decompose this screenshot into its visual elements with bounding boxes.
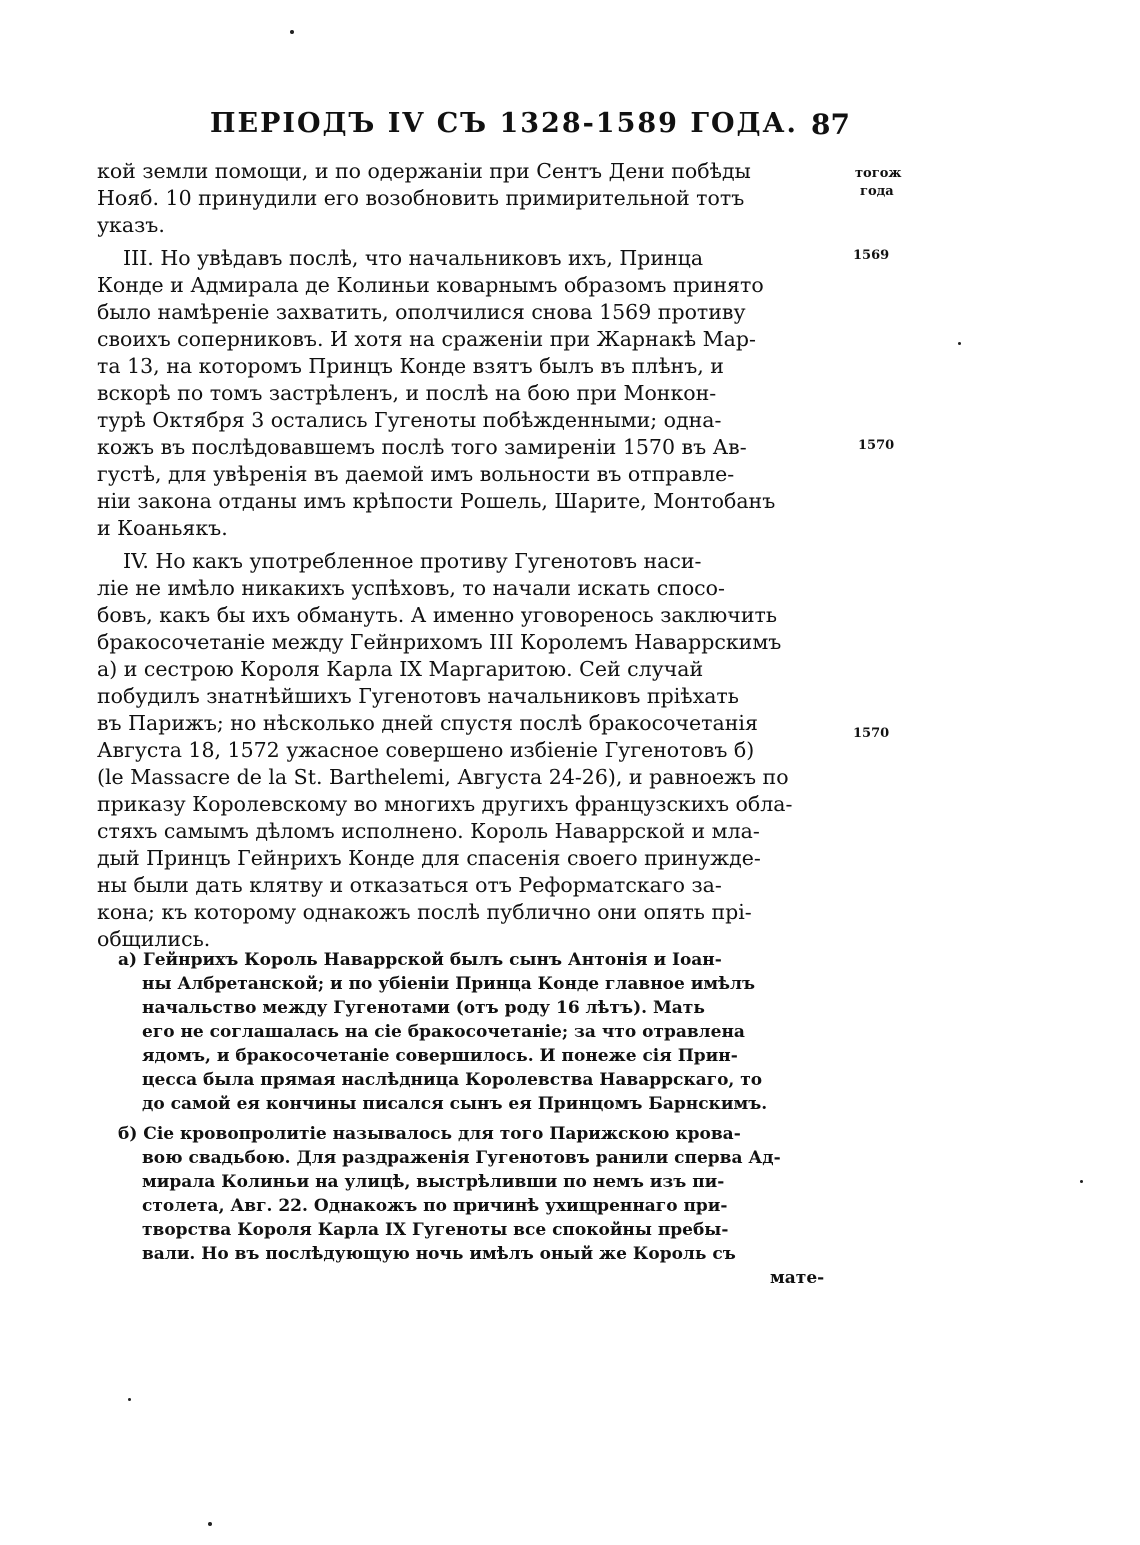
text-line: бракосочетаніе между Гейнрихомъ III Королемъ Наваррскимъ bbox=[97, 630, 782, 654]
margin-note-year-1569: 1569 bbox=[853, 248, 890, 263]
margin-note-year-1570: 1570 bbox=[858, 438, 895, 453]
text-line: кона; къ которому однакожъ послѣ публично они опять прі- bbox=[97, 900, 752, 924]
running-title: ПЕРІОДЪ IV СЪ 1328-1589 ГОДА. bbox=[210, 108, 798, 139]
print-speck bbox=[128, 1398, 131, 1401]
footnote-a-start: а) Гейнрихъ Король Наваррской былъ сынъ Антонія и Іоан- bbox=[118, 950, 722, 970]
text-line: кой земли помощи, и по одержаніи при Сентъ Дени побѣды bbox=[97, 159, 751, 183]
footnote-line: творства Короля Карла IX Гугеноты все спокойны пребы- bbox=[142, 1220, 729, 1240]
text-line: густѣ, для увѣренія въ даемой имъ вольности въ отправле- bbox=[97, 462, 735, 486]
print-speck bbox=[1080, 1180, 1083, 1183]
paragraph-iii-start: III. Но увѣдавъ послѣ, что начальниковъ ихъ, Принца bbox=[123, 246, 704, 270]
footnote-line: ны Албретанской; и по убіеніи Принца Конде главное имѣлъ bbox=[142, 974, 756, 994]
text-line: ліе не имѣло никакихъ успѣховъ, то начали искать спосо- bbox=[97, 576, 725, 600]
text-line: своихъ соперниковъ. И хотя на сраженіи при Жарнакѣ Мар- bbox=[97, 327, 756, 351]
margin-note-year-word: года bbox=[860, 184, 894, 199]
footnote-line: цесса была прямая наслѣдница Королевства Наваррскаго, то bbox=[142, 1070, 763, 1090]
page-header bbox=[210, 108, 850, 148]
text-line: общились. bbox=[97, 927, 211, 951]
text-line: ніи закона отданы имъ крѣпости Рошель, Шарите, Монтобанъ bbox=[97, 489, 776, 513]
text-line: вскорѣ по томъ застрѣленъ, и послѣ на бою при Монкон- bbox=[97, 381, 717, 405]
text-line: дый Принцъ Гейнрихъ Конде для спасенія своего принужде- bbox=[97, 846, 761, 870]
margin-note-year-1572: 1570 bbox=[853, 726, 890, 741]
text-line: указъ. bbox=[97, 213, 165, 237]
print-speck bbox=[208, 1522, 212, 1526]
text-line: Конде и Адмирала де Колиньи коварнымъ образомъ принято bbox=[97, 273, 764, 297]
footnote-line: ядомъ, и бракосочетаніе совершилось. И понеже сія Прин- bbox=[142, 1046, 738, 1066]
footnote-line: мирала Колиньи на улицѣ, выстрѣливши по немъ изъ пи- bbox=[142, 1172, 725, 1192]
footnote-line: его не соглашалась на сіе бракосочетаніе; за что отравлена bbox=[142, 1022, 745, 1042]
main-text bbox=[97, 158, 849, 953]
text-line: стяхъ самымъ дѣломъ исполнено. Король Наваррской и мла- bbox=[97, 819, 760, 843]
print-speck bbox=[290, 30, 294, 34]
text-line: Августа 18, 1572 ужасное совершено избіеніе Гугенотовъ б) bbox=[97, 738, 755, 762]
footnote-line: до самой ея кончины писался сынъ ея Принцомъ Барнскимъ. bbox=[142, 1094, 768, 1114]
paragraph-iv-start: IV. Но какъ употребленное противу Гугенотовъ наси- bbox=[123, 549, 702, 573]
print-speck bbox=[958, 342, 961, 345]
catchword: мате- bbox=[770, 1268, 825, 1288]
text-line: было намѣреніе захватить, ополчилися снова 1569 противу bbox=[97, 300, 746, 324]
text-line: въ Парижъ; но нѣсколько дней спустя послѣ бракосочетанія bbox=[97, 711, 758, 735]
text-line: (le Massacre de la St. Barthelemi, Августа 24-26), и равноежъ по bbox=[97, 765, 789, 789]
footnote-line: вою свадьбою. Для раздраженія Гугенотовъ ранили сперва Ад- bbox=[142, 1148, 781, 1168]
text-line: побудилъ знатнѣйшихъ Гугенотовъ начальниковъ пріѣхать bbox=[97, 684, 739, 708]
text-line: ны были дать клятву и отказаться отъ Реформатскаго за- bbox=[97, 873, 722, 897]
footnote-b-start: б) Сіе кровопролитіе называлось для того Парижскою крова- bbox=[118, 1124, 741, 1144]
page-number: 87 bbox=[811, 108, 850, 141]
text-line: та 13, на которомъ Принцъ Конде взятъ былъ въ плѣнъ, и bbox=[97, 354, 724, 378]
footnote-line: начальство между Гугенотами (отъ роду 16 лѣтъ). Мать bbox=[142, 998, 705, 1018]
margin-note-same-year: тогож bbox=[855, 166, 902, 181]
text-line: кожъ въ послѣдовавшемъ послѣ того замиреніи 1570 въ Ав- bbox=[97, 435, 747, 459]
text-line: а) и сестрою Короля Карла IX Маргаритою. Сей случай bbox=[97, 657, 704, 681]
text-line: Нояб. 10 принудили его возобновить примирительной тотъ bbox=[97, 186, 745, 210]
footnote-line: вали. Но въ послѣдующую ночь имѣлъ оный же Король съ bbox=[142, 1244, 736, 1264]
text-line: приказу Королевскому во многихъ другихъ французскихъ обла- bbox=[97, 792, 793, 816]
text-line: бовъ, какъ бы ихъ обмануть. А именно уговореноcь заключить bbox=[97, 603, 777, 627]
text-line: турѣ Октября 3 остались Гугеноты побѣжденными; одна- bbox=[97, 408, 722, 432]
footnote-line: столета, Авг. 22. Однакожъ по причинѣ ухищреннаго при- bbox=[142, 1196, 728, 1216]
footnotes bbox=[118, 948, 848, 1266]
text-line: и Коаньякъ. bbox=[97, 516, 228, 540]
